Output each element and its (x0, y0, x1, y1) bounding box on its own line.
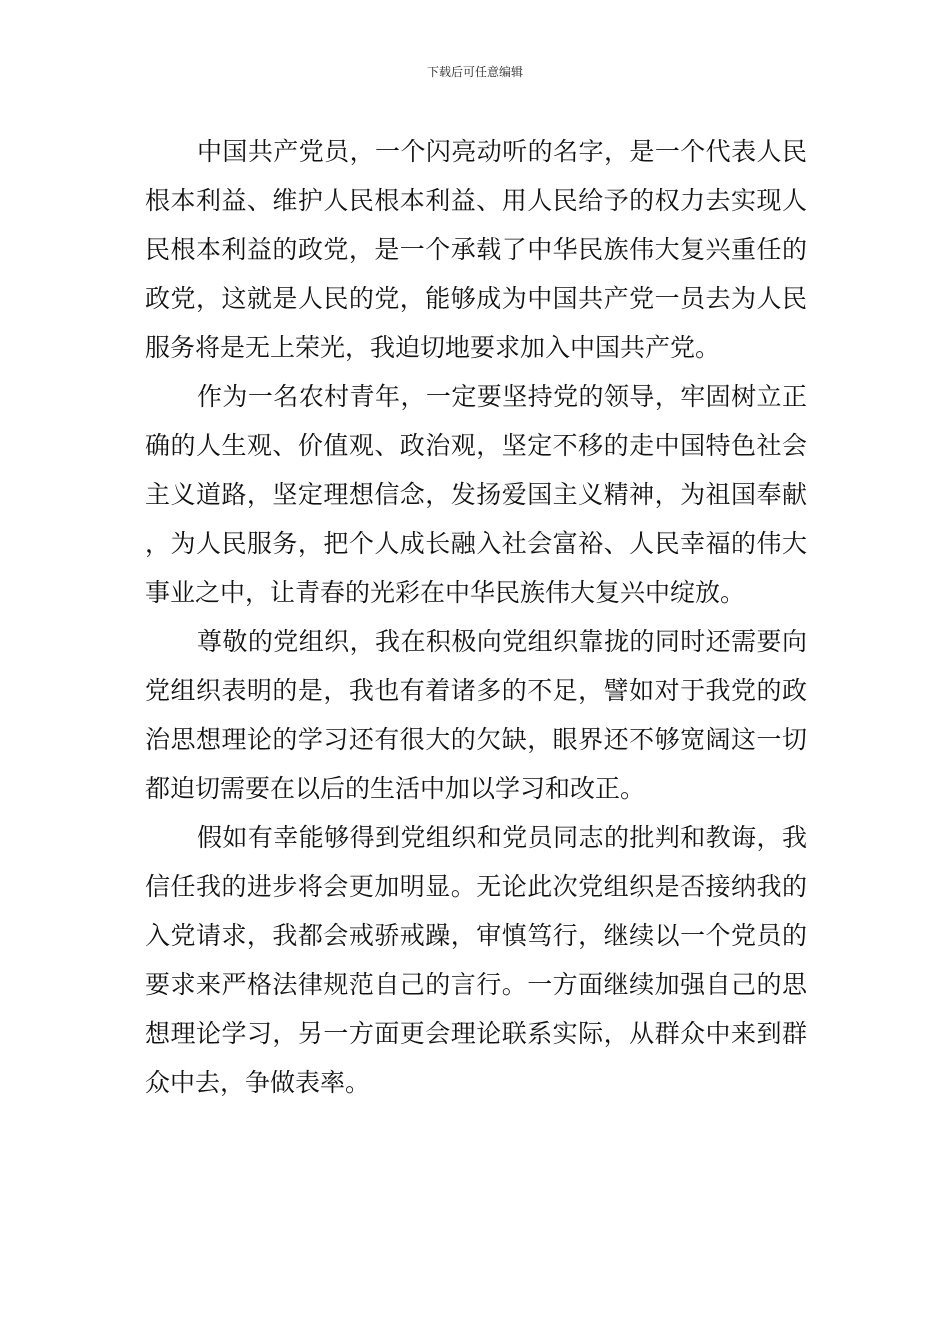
document-body (145, 127, 807, 1107)
paragraph-4: 假如有幸能够得到党组织和党员同志的批判和教诲，我信任我的进步将会更加明显。无论此次党组织是否接纳我的入党请求，我都会戒骄戒躁，审慎笃行，继续以一个党员的要求来严格法律规范自己的言行。一方面继续加强自己的思想理论学习，另一方面更会理论联系实际，从群众中来到群众中去，争做表率。 (145, 823, 807, 1097)
paragraph-2: 作为一名农村青年，一定要坚持党的领导，牢固树立正确的人生观、价值观、政治观，坚定不移的走中国特色社会主义道路，坚定理想信念，发扬爱国主义精神，为祖国奉献，为人民服务，把个人成长融入社会富裕、人民幸福的伟大事业之中，让青春的光彩在中华民族伟大复兴中绽放。 (145, 382, 807, 607)
page-header: 下载后可任意编辑 (426, 65, 523, 79)
paragraph-1: 中国共产党员，一个闪亮动听的名字，是一个代表人民根本利益、维护人民根本利益、用人民给予的权力去实现人民根本利益的政党，是一个承载了中华民族伟大复兴重任的政党，这就是人民的党，能够成为中国共产党一员去为人民服务将是无上荣光，我迫切地要求加入中国共产党。 (145, 137, 807, 362)
paragraph-3: 尊敬的党组织，我在积极向党组织靠拢的同时还需要向党组织表明的是，我也有着诸多的不足，譬如对于我党的政治思想理论的学习还有很大的欠缺，眼界还不够宽阔这一切都迫切需要在以后的生活中加以学习和改正。 (145, 627, 807, 803)
